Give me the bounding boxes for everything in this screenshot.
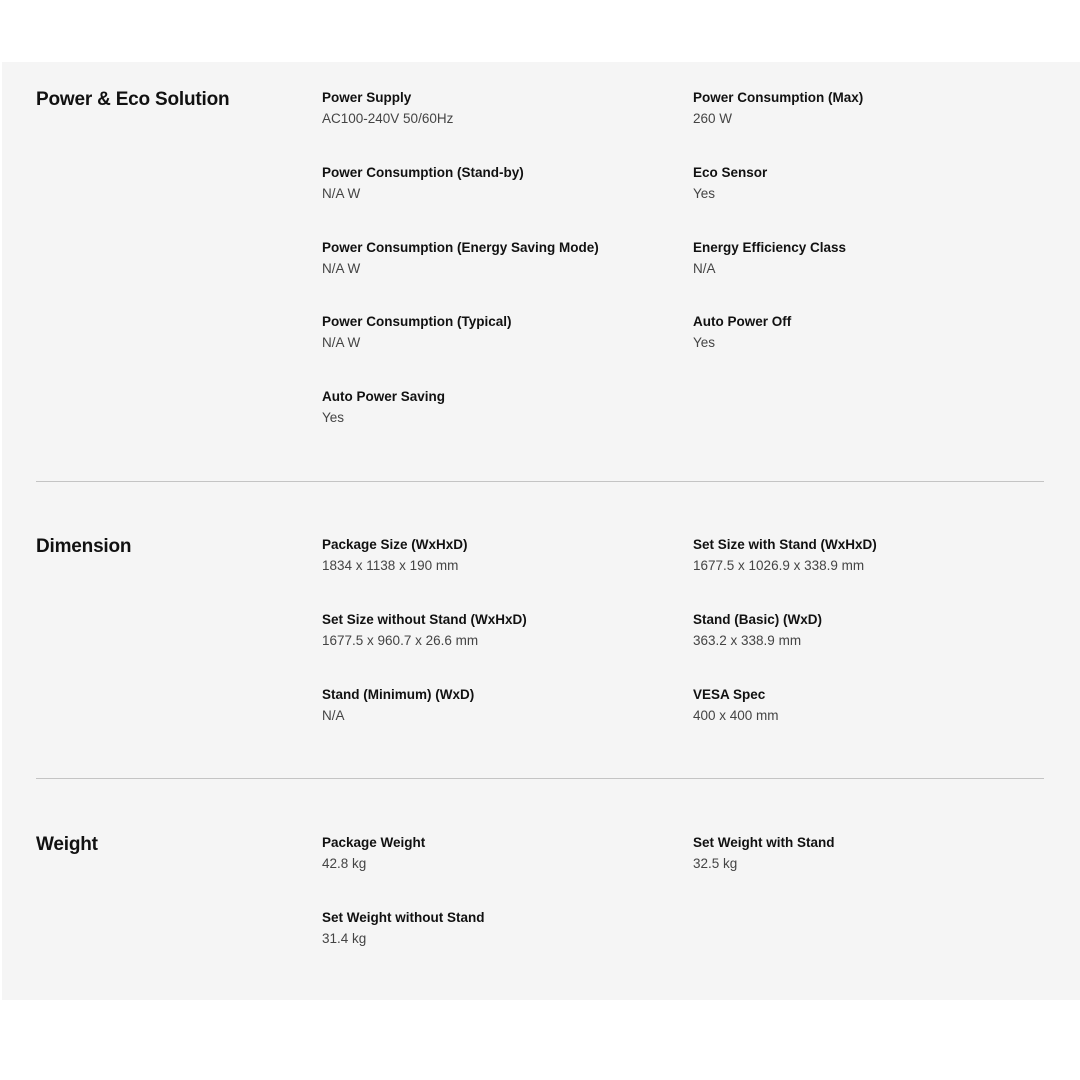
spec-value: N/A <box>322 708 345 723</box>
section-divider <box>36 481 1044 482</box>
spec-label: Package Size (WxHxD) <box>322 537 468 552</box>
spec-set-weight-without-stand <box>322 909 662 948</box>
spec-label: VESA Spec <box>693 687 766 702</box>
spec-eco-sensor <box>693 164 1033 203</box>
spec-set-size-without-stand <box>322 611 662 650</box>
spec-value: Yes <box>693 335 716 350</box>
spec-set-size-with-stand <box>693 536 1033 575</box>
spec-label: Stand (Basic) (WxD) <box>693 612 823 627</box>
spec-label: Package Weight <box>322 835 426 850</box>
spec-power-consumption-max <box>693 89 1033 128</box>
section-title-weight: Weight <box>36 834 98 855</box>
spec-value: 42.8 kg <box>322 856 367 871</box>
spec-value: Yes <box>322 410 345 425</box>
spec-value: AC100-240V 50/60Hz <box>322 111 454 126</box>
spec-label: Stand (Minimum) (WxD) <box>322 687 475 702</box>
spec-label: Set Weight with Stand <box>693 835 835 850</box>
section-title-power-eco: Power & Eco Solution <box>36 89 230 110</box>
spec-value: N/A W <box>322 335 361 350</box>
spec-value: 31.4 kg <box>322 931 367 946</box>
spec-vesa <box>693 686 1033 725</box>
spec-stand-minimum <box>322 686 662 725</box>
spec-package-weight <box>322 834 662 873</box>
spec-label: Power Consumption (Stand-by) <box>322 165 524 180</box>
spec-value: N/A <box>693 261 716 276</box>
spec-stand-basic <box>693 611 1033 650</box>
spec-auto-power-saving <box>322 388 662 427</box>
section-divider <box>36 778 1044 779</box>
spec-label: Auto Power Saving <box>322 389 446 404</box>
spec-label: Set Weight without Stand <box>322 910 485 925</box>
spec-power-consumption-typical <box>322 313 662 352</box>
spec-power-consumption-standby <box>322 164 662 203</box>
spec-package-size <box>322 536 662 575</box>
spec-value: 1834 x 1138 x 190 mm <box>322 558 459 573</box>
spec-label: Power Consumption (Energy Saving Mode) <box>322 240 599 255</box>
spec-label: Eco Sensor <box>693 165 768 180</box>
spec-value: 1677.5 x 1026.9 x 338.9 mm <box>693 558 865 573</box>
spec-label: Power Consumption (Typical) <box>322 314 512 329</box>
spec-label: Set Size without Stand (WxHxD) <box>322 612 527 627</box>
spec-label: Energy Efficiency Class <box>693 240 847 255</box>
spec-energy-efficiency-class <box>693 239 1033 278</box>
spec-label: Set Size with Stand (WxHxD) <box>693 537 877 552</box>
spec-value: N/A W <box>322 261 361 276</box>
spec-label: Auto Power Off <box>693 314 792 329</box>
section-title-dimension: Dimension <box>36 536 132 557</box>
spec-value: 32.5 kg <box>693 856 738 871</box>
spec-power-consumption-energy-saving <box>322 239 662 278</box>
spec-label: Power Supply <box>322 90 412 105</box>
spec-value: 1677.5 x 960.7 x 26.6 mm <box>322 633 479 648</box>
spec-value: 363.2 x 338.9 mm <box>693 633 802 648</box>
spec-value: 400 x 400 mm <box>693 708 779 723</box>
spec-auto-power-off <box>693 313 1033 352</box>
spec-set-weight-with-stand <box>693 834 1033 873</box>
spec-power-supply <box>322 89 662 128</box>
spec-value: 260 W <box>693 111 733 126</box>
spec-label: Power Consumption (Max) <box>693 90 864 105</box>
spec-value: Yes <box>693 186 716 201</box>
spec-value: N/A W <box>322 186 361 201</box>
